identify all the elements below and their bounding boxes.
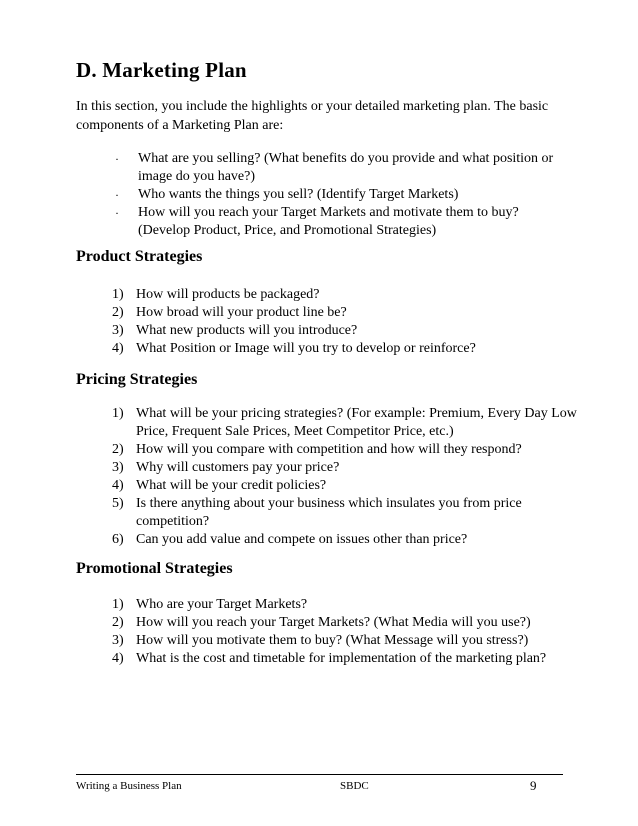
list-item	[112, 650, 582, 668]
component-bullet-list	[112, 150, 572, 240]
page-title: D. Marketing Plan	[76, 58, 247, 82]
list-item-text: What will be your credit policies?	[136, 478, 327, 493]
list-item-text: Can you add value and compete on issues other than price?	[136, 532, 468, 547]
item-number: 1)	[112, 287, 124, 302]
list-item	[112, 186, 572, 204]
item-number: 2)	[112, 615, 124, 630]
list-item-text: Is there anything about your business which insulates you from price competition?	[136, 496, 522, 529]
promotional-strategies-list	[112, 596, 582, 668]
item-number: 1)	[112, 406, 124, 421]
list-item-text: What new products will you introduce?	[136, 323, 358, 338]
list-item-text: What will be your pricing strategies? (For example: Premium, Every Day Low Price, Frequent Sale Prices, Meet Competitor Price, etc.)	[136, 406, 577, 439]
pricing-strategies-list	[112, 405, 582, 549]
item-number: 1)	[112, 597, 124, 612]
item-number: 4)	[112, 651, 124, 666]
bullet-icon: ·	[115, 206, 119, 220]
list-item-text: How will you compare with competition and how will they respond?	[136, 442, 522, 457]
list-item	[112, 495, 582, 531]
list-item-text: How will you reach your Target Markets? (What Media will you use?)	[136, 615, 531, 630]
list-item	[112, 204, 572, 240]
intro-paragraph: In this section, you include the highlights or your detailed marketing plan. The basic components of a Marketing Plan are:	[76, 99, 549, 133]
item-number: 2)	[112, 442, 124, 457]
list-item	[112, 405, 582, 441]
list-item-text: What is the cost and timetable for implementation of the marketing plan?	[136, 651, 547, 666]
list-item-text: What are you selling? (What benefits do you provide and what position or image do you have?)	[138, 151, 554, 184]
list-item	[112, 632, 582, 650]
list-item-text: Who wants the things you sell? (Identify Target Markets)	[138, 187, 459, 202]
list-item	[112, 286, 582, 304]
footer-divider	[76, 774, 563, 775]
list-item	[112, 322, 582, 340]
section-heading-product: Product Strategies	[76, 248, 203, 265]
item-number: 6)	[112, 532, 124, 547]
list-item-text: How will you motivate them to buy? (What Message will you stress?)	[136, 633, 529, 648]
list-item-text: How will products be packaged?	[136, 287, 320, 302]
footer-organization: SBDC	[340, 780, 369, 792]
section-heading-promotional: Promotional Strategies	[76, 560, 233, 577]
list-item	[112, 531, 582, 549]
list-item	[112, 477, 582, 495]
item-number: 4)	[112, 341, 124, 356]
bullet-icon: ·	[115, 152, 119, 166]
list-item	[112, 459, 582, 477]
list-item	[112, 150, 572, 186]
list-item	[112, 596, 582, 614]
list-item	[112, 614, 582, 632]
item-number: 3)	[112, 460, 124, 475]
item-number: 3)	[112, 633, 124, 648]
item-number: 4)	[112, 478, 124, 493]
footer-document-title: Writing a Business Plan	[76, 780, 182, 792]
list-item	[112, 304, 582, 322]
list-item-text: Why will customers pay your price?	[136, 460, 340, 475]
item-number: 2)	[112, 305, 124, 320]
section-heading-pricing: Pricing Strategies	[76, 371, 198, 388]
list-item-text: How broad will your product line be?	[136, 305, 347, 320]
product-strategies-list	[112, 286, 582, 358]
list-item	[112, 441, 582, 459]
page-number: 9	[530, 778, 537, 793]
list-item-text: How will you reach your Target Markets and motivate them to buy? (Develop Product, Price, and Promotional Strategies)	[138, 205, 519, 238]
list-item	[112, 340, 582, 358]
item-number: 3)	[112, 323, 124, 338]
list-item-text: What Position or Image will you try to develop or reinforce?	[136, 341, 476, 356]
item-number: 5)	[112, 496, 124, 511]
bullet-icon: ·	[115, 188, 119, 202]
list-item-text: Who are your Target Markets?	[136, 597, 308, 612]
